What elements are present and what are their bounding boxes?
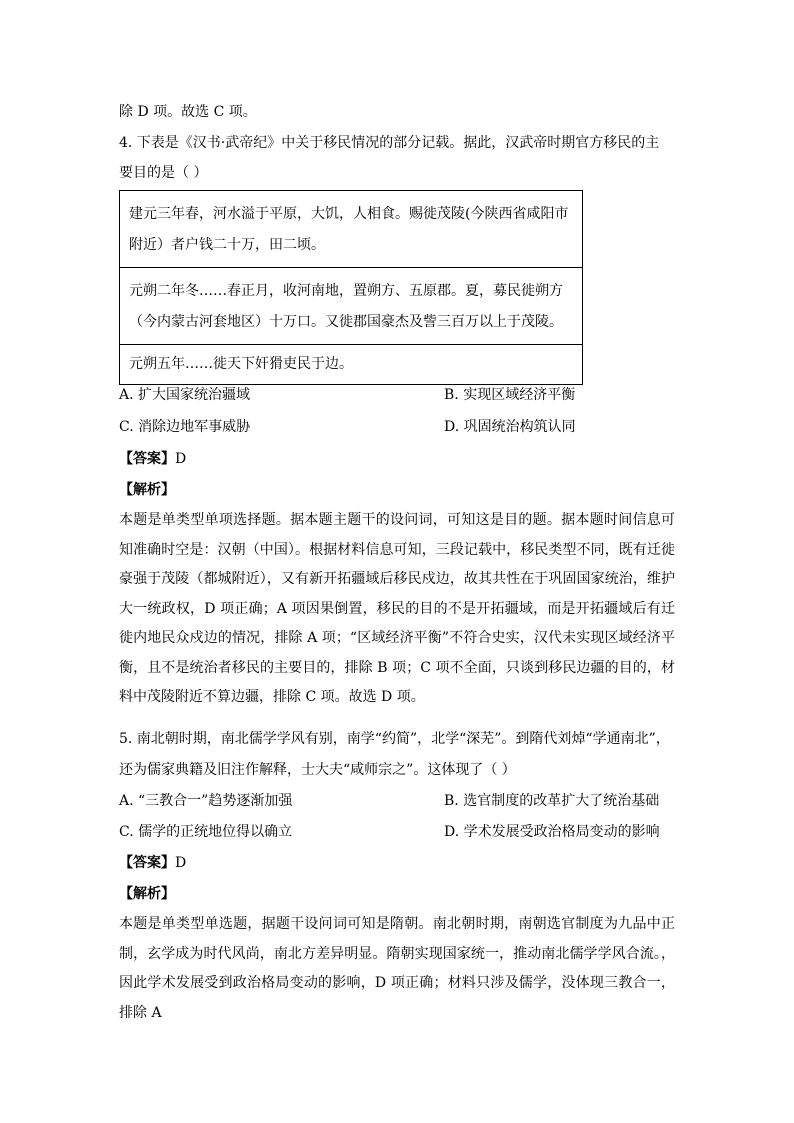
table-cell: 元朔二年冬……春正月，收河南地，置朔方、五原郡。夏，募民徙朔方（今内蒙古河套地区）十万口。又徙郡国豪杰及訾三百万以上于茂陵。 (120, 268, 583, 345)
question-4-option-a: A. 扩大国家统治疆域 (119, 387, 251, 403)
question-5-stem-line-1: 5. 南北朝时期，南北儒学学风有别，南学“约简”，北学“深芜”。到隋代刘焯“学通南北”， (119, 731, 670, 747)
table-row (120, 191, 583, 268)
table-row (120, 268, 583, 345)
question-5-stem-line-2: 还为儒家典籍及旧注作解释，士大夫“咸师宗之”。这体现了（ ） (119, 762, 516, 778)
question-5-option-a: A. “三教合一”趋势逐渐加强 (119, 793, 293, 809)
answer-label: 【答案】 (119, 451, 175, 467)
question-4-analysis-label: 【解析】 (119, 482, 175, 498)
question-4-analysis-text: 本题是单类型单项选择题。据本题主题干的设问词，可知这是目的题。据本题时间信息可知准确时空是：汉朝（中国）。根据材料信息可知，三段记载中，移民类型不同，既有迁徙豪强于茂陵（都城附近），又有新开拓疆域后移民戍边，故其共性在于巩固国家统治，维护大一统政权，D 项正确；A 项因果倒置，移民的目的不是开拓疆域，而是开拓疆域后有迁徙内地民众戍边的情况，排除 A 项；“区域经济平衡”不符合史实，汉代未实现区域经济平衡，且不是统治者移民的主要目的，排除 B 项；C 项不全面，只谈到移民边疆的目的，材料中茂陵附近不算边疆，排除 C 项。故选 D 项。 (119, 512, 675, 705)
question-4-stem-line-1: 4. 下表是《汉书·武帝纪》中关于移民情况的部分记载。据此，汉武帝时期官方移民的主 (119, 135, 660, 151)
question-5-answer (119, 853, 186, 873)
question-4-option-c: C. 消除边地军事威胁 (119, 419, 251, 435)
question-4-option-b: B. 实现区域经济平衡 (444, 387, 576, 403)
question-5-option-d: D. 学术发展受政治格局变动的影响 (444, 824, 660, 840)
answer-value: D (175, 855, 187, 871)
table-row (120, 345, 583, 385)
table-cell: 元朔五年……徙天下奸猾吏民于边。 (120, 345, 583, 385)
answer-value: D (175, 451, 187, 467)
question-5-analysis-label: 【解析】 (119, 886, 175, 902)
question-4-source-table (119, 190, 583, 385)
question-5-option-b: B. 选官制度的改革扩大了统治基础 (444, 793, 660, 809)
question-5-analysis-text: 本题是单类型单选题，据题干设问词可知是隋朝。南北朝时期，南朝选官制度为九品中正制，玄学成为时代风尚，南北方差异明显。隋朝实现国家统一，推动南北儒学学风合流。，因此学术发展受到政治格局变动的影响，D 项正确；材料只涉及儒学，没体现三教合一，排除 A (119, 916, 675, 1021)
question-4-option-d: D. 巩固统治构筑认同 (444, 419, 576, 435)
answer-label: 【答案】 (119, 855, 175, 871)
question-4-answer (119, 449, 186, 469)
question-4-stem-line-2: 要目的是（ ） (119, 165, 208, 181)
table-cell: 建元三年春，河水溢于平原，大饥，人相食。赐徙茂陵(今陕西省咸阳市附近）者户钱二十万，田二顷。 (120, 191, 583, 268)
previous-answer-tail: 除 D 项。故选 C 项。 (119, 104, 257, 120)
question-5-option-c: C. 儒学的正统地位得以确立 (119, 824, 293, 840)
